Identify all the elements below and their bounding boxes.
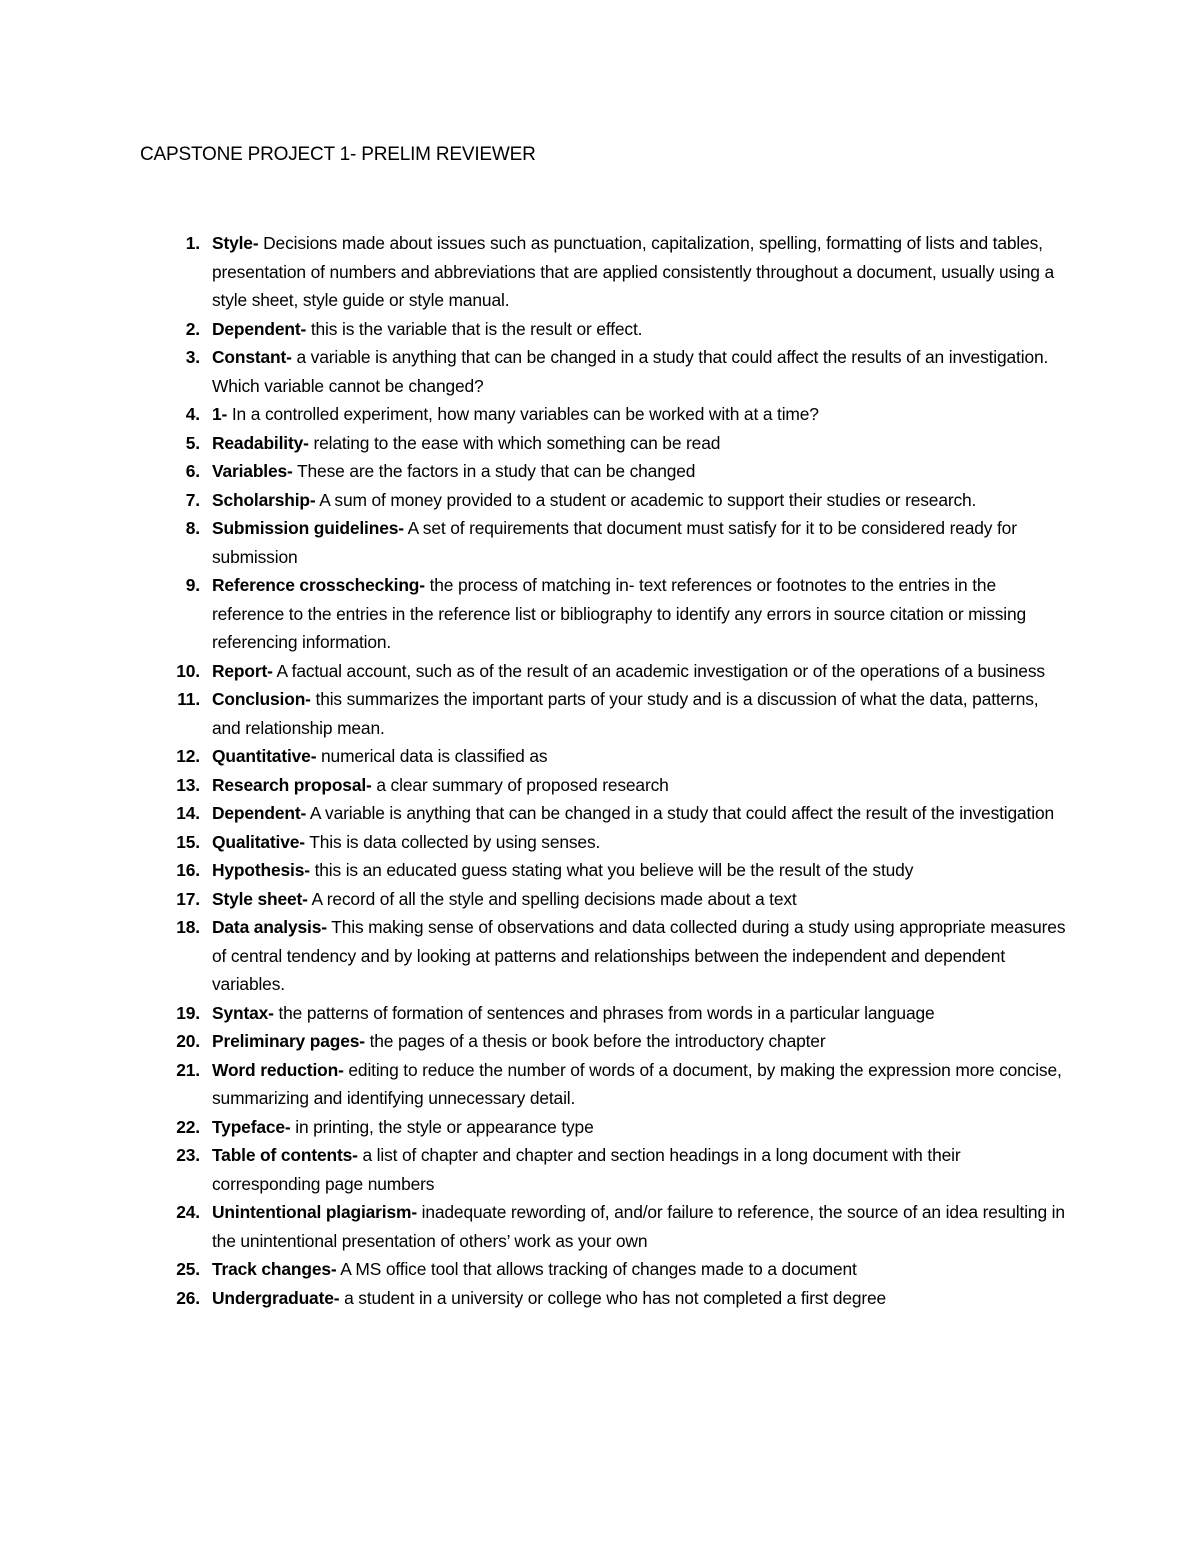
list-item bbox=[0, 799, 1070, 828]
item-number-text: 13. bbox=[176, 774, 200, 795]
item-term: Data analysis- bbox=[212, 917, 327, 937]
item-definition: Decisions made about issues such as punctuation, capitalization, spelling, formatting of lists and tables, presentation of numbers and abbreviations that are applied consistently throughout a document, usually using a style sheet, style guide or style manual. bbox=[212, 233, 1054, 310]
item-term: Table of contents- bbox=[212, 1145, 358, 1165]
list-item bbox=[0, 1027, 1070, 1056]
list-item bbox=[0, 1284, 1070, 1313]
list-item bbox=[0, 229, 1070, 315]
list-item bbox=[0, 486, 1070, 515]
item-definition: numerical data is classified as bbox=[316, 746, 548, 766]
item-number-text: 10. bbox=[176, 660, 200, 681]
item-term: Scholarship- bbox=[212, 489, 316, 510]
item-term: Style sheet- bbox=[212, 888, 308, 909]
item-number bbox=[140, 343, 200, 372]
list-item bbox=[0, 856, 1070, 885]
item-number-text: 4. bbox=[185, 404, 200, 424]
item-number bbox=[140, 1284, 200, 1313]
item-term: Track changes- bbox=[212, 1259, 337, 1279]
item-number bbox=[140, 1198, 200, 1227]
item-number bbox=[140, 913, 200, 942]
item-number bbox=[140, 885, 200, 914]
item-definition: the patterns of formation of sentences and phrases from words in a particular language bbox=[273, 1002, 935, 1023]
item-term: Preliminary pages- bbox=[212, 1031, 365, 1051]
item-number-text: 15. bbox=[176, 831, 200, 852]
item-definition: A record of all the style and spelling decisions made about a text bbox=[307, 888, 797, 909]
item-definition: In a controlled experiment, how many variables can be worked with at a time? bbox=[227, 404, 819, 424]
list-item bbox=[0, 742, 1070, 771]
item-number bbox=[140, 685, 200, 714]
item-number bbox=[140, 771, 200, 800]
item-number bbox=[140, 828, 200, 857]
item-definition: These are the factors in a study that can be changed bbox=[292, 461, 696, 481]
list-item bbox=[0, 1198, 1070, 1255]
item-number bbox=[140, 457, 200, 486]
list-item bbox=[0, 913, 1070, 999]
item-number-text: 5. bbox=[185, 432, 200, 453]
list-item bbox=[0, 343, 1070, 400]
item-term: Readability- bbox=[212, 432, 309, 453]
item-number bbox=[140, 229, 200, 258]
item-term: Typeface- bbox=[212, 1116, 291, 1137]
item-number bbox=[140, 856, 200, 885]
item-number bbox=[140, 400, 200, 429]
list-item bbox=[0, 657, 1070, 686]
item-definition: this is an educated guess stating what you believe will be the result of the study bbox=[309, 860, 914, 880]
item-number bbox=[140, 1027, 200, 1056]
item-definition: the process of matching in- text references or footnotes to the entries in the reference to the entries in the reference list or bibliography to identify any errors in source citation or missing referencing information. bbox=[212, 575, 1027, 652]
item-number-text: 9. bbox=[185, 575, 200, 595]
item-number-text: 26. bbox=[176, 1287, 200, 1308]
item-number-text: 1. bbox=[185, 233, 200, 253]
item-number bbox=[140, 514, 200, 543]
item-number-text: 11. bbox=[177, 689, 200, 709]
item-number-text: 12. bbox=[176, 746, 200, 766]
reviewer-list bbox=[0, 229, 1200, 1312]
item-term: Dependent- bbox=[212, 803, 307, 823]
list-item bbox=[0, 514, 1070, 571]
list-item bbox=[0, 771, 1070, 800]
item-number-text: 19. bbox=[176, 1002, 200, 1023]
item-number bbox=[140, 1056, 200, 1085]
item-term: Word reduction- bbox=[212, 1059, 344, 1080]
item-number bbox=[140, 799, 200, 828]
item-definition: this summarizes the important parts of your study and is a discussion of what the data, patterns, and relationship mean. bbox=[212, 689, 1039, 738]
item-term: Constant- bbox=[212, 347, 292, 367]
item-definition: a variable is anything that can be changed in a study that could affect the results of an investigation. Which variable cannot be changed? bbox=[212, 347, 1049, 396]
list-item bbox=[0, 1141, 1070, 1198]
item-number bbox=[140, 999, 200, 1028]
document-title: CAPSTONE PROJECT 1- PRELIM REVIEWER bbox=[140, 144, 536, 165]
item-definition: This is data collected by using senses. bbox=[304, 831, 601, 852]
item-definition: A set of requirements that document must satisfy for it to be considered ready for submission bbox=[212, 518, 1017, 567]
item-number bbox=[140, 1113, 200, 1142]
item-number-text: 14. bbox=[176, 803, 200, 823]
item-term: Reference crosschecking- bbox=[212, 575, 425, 595]
item-term: Style- bbox=[212, 233, 259, 253]
item-term: Quantitative- bbox=[212, 746, 317, 766]
item-definition: relating to the ease with which something can be read bbox=[308, 432, 721, 453]
item-term: Variables- bbox=[212, 461, 293, 481]
item-definition: editing to reduce the number of words of a document, by making the expression more concise, summarizing and identifying unnecessary detail. bbox=[212, 1059, 1062, 1108]
item-definition: in printing, the style or appearance type bbox=[290, 1116, 594, 1137]
item-term: Syntax- bbox=[212, 1002, 274, 1023]
item-term: Hypothesis- bbox=[212, 860, 310, 880]
item-definition: a list of chapter and chapter and section headings in a long document with their corresponding page numbers bbox=[212, 1145, 961, 1194]
item-number bbox=[140, 315, 200, 344]
list-item bbox=[0, 571, 1070, 657]
item-number-text: 25. bbox=[176, 1259, 200, 1279]
list-item bbox=[0, 457, 1070, 486]
item-term: Submission guidelines- bbox=[212, 518, 404, 538]
item-definition: a student in a university or college who has not completed a first degree bbox=[339, 1287, 887, 1308]
item-term: Report- bbox=[212, 660, 273, 681]
item-definition: This making sense of observations and data collected during a study using appropriate measures of central tendency and by looking at patterns and relationships between the independent and dependent variables. bbox=[212, 917, 1066, 994]
item-definition: A sum of money provided to a student or academic to support their studies or research. bbox=[315, 489, 977, 510]
item-definition: inadequate rewording of, and/or failure to reference, the source of an idea resulting in the unintentional presentation of others’ work as your own bbox=[212, 1202, 1065, 1251]
item-number-text: 6. bbox=[185, 461, 200, 481]
item-number bbox=[140, 429, 200, 458]
item-term: Conclusion- bbox=[212, 689, 311, 709]
item-number bbox=[140, 571, 200, 600]
item-number-text: 3. bbox=[185, 347, 200, 367]
item-definition: this is the variable that is the result or effect. bbox=[306, 318, 643, 339]
list-item bbox=[0, 885, 1070, 914]
item-number-text: 18. bbox=[176, 917, 200, 937]
item-number-text: 24. bbox=[176, 1202, 200, 1222]
item-number bbox=[140, 657, 200, 686]
item-number-text: 2. bbox=[185, 318, 200, 339]
list-item bbox=[0, 828, 1070, 857]
item-number bbox=[140, 486, 200, 515]
item-term: 1- bbox=[212, 404, 228, 424]
list-item bbox=[0, 685, 1070, 742]
item-number-text: 22. bbox=[176, 1116, 200, 1137]
list-item bbox=[0, 400, 1070, 429]
item-definition: the pages of a thesis or book before the introductory chapter bbox=[364, 1031, 826, 1051]
item-number-text: 16. bbox=[176, 860, 200, 880]
item-definition: A variable is anything that can be changed in a study that could affect the result of the investigation bbox=[306, 803, 1054, 823]
list-item bbox=[0, 1113, 1070, 1142]
item-term: Dependent- bbox=[212, 318, 307, 339]
item-number-text: 21. bbox=[176, 1059, 200, 1080]
item-number bbox=[140, 1255, 200, 1284]
list-item bbox=[0, 1255, 1070, 1284]
item-number-text: 17. bbox=[176, 888, 200, 909]
item-number bbox=[140, 1141, 200, 1170]
item-term: Research proposal- bbox=[212, 774, 372, 795]
item-definition: A factual account, such as of the result of an academic investigation or of the operations of a business bbox=[272, 660, 1045, 681]
item-number-text: 8. bbox=[185, 518, 200, 538]
item-number-text: 20. bbox=[176, 1031, 200, 1051]
item-term: Qualitative- bbox=[212, 831, 305, 852]
list-item bbox=[0, 315, 1070, 344]
item-number bbox=[140, 742, 200, 771]
item-number-text: 23. bbox=[176, 1145, 200, 1165]
list-item bbox=[0, 429, 1070, 458]
item-term: Unintentional plagiarism- bbox=[212, 1202, 417, 1222]
list-item bbox=[0, 999, 1070, 1028]
list-item bbox=[0, 1056, 1070, 1113]
item-definition: A MS office tool that allows tracking of changes made to a document bbox=[336, 1259, 857, 1279]
item-number-text: 7. bbox=[185, 489, 200, 510]
item-term: Undergraduate- bbox=[212, 1287, 340, 1308]
item-definition: a clear summary of proposed research bbox=[371, 774, 669, 795]
